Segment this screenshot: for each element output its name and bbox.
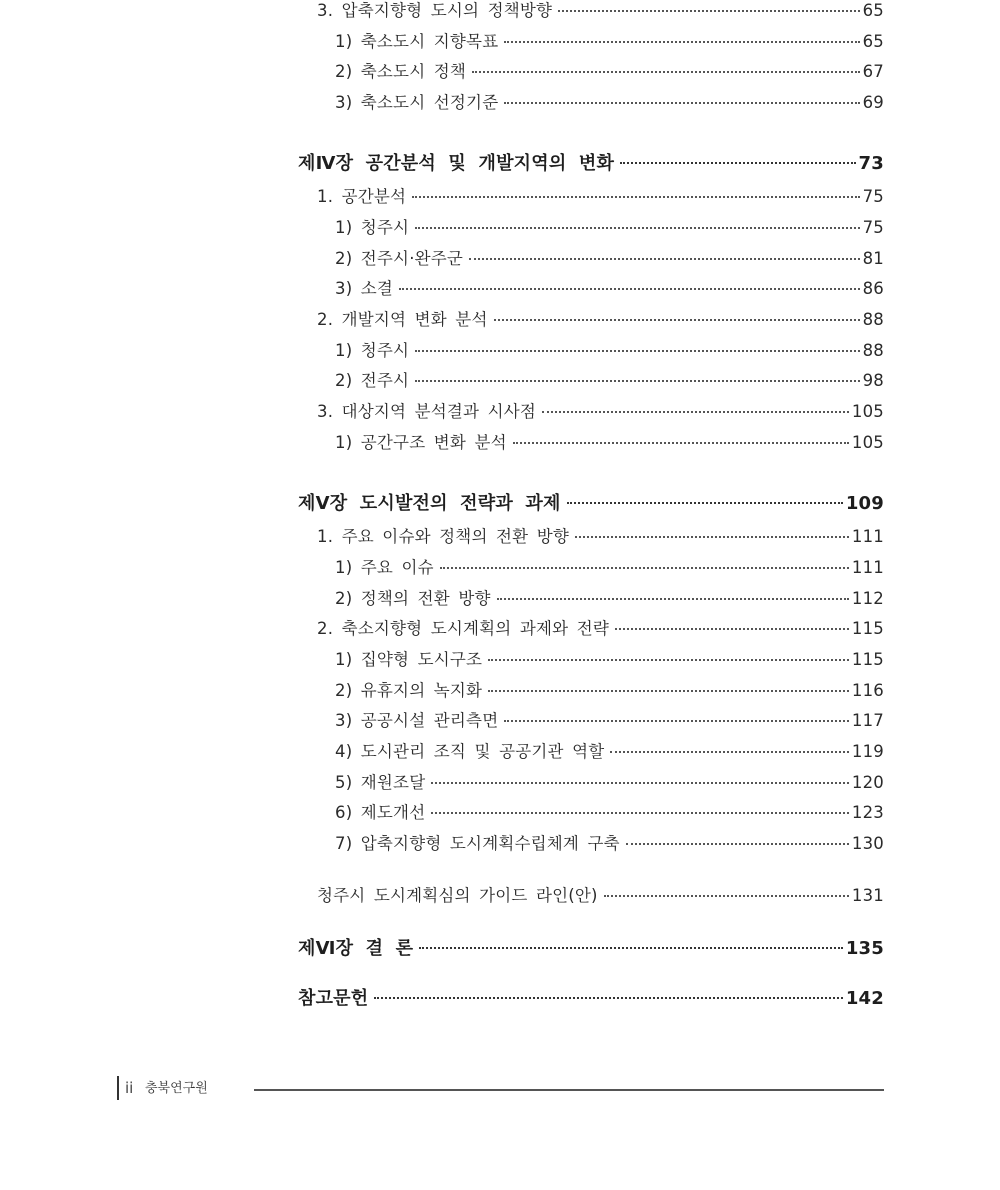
toc-entry-label: 2) 전주시·완주군	[335, 249, 464, 268]
toc-entry-page: 115	[851, 619, 884, 638]
footer-divider-bar	[117, 1076, 119, 1100]
toc-entry[interactable]	[335, 432, 884, 454]
toc-entry[interactable]	[335, 217, 884, 239]
toc-entry[interactable]	[335, 278, 884, 300]
dot-leader	[440, 567, 849, 569]
dot-leader	[620, 162, 855, 164]
toc-entry-page: 116	[851, 681, 884, 700]
toc-entry-label: 4) 도시관리 조직 및 공공기관 역할	[335, 742, 605, 761]
toc-entry[interactable]	[335, 680, 884, 702]
toc-entry[interactable]	[335, 61, 884, 83]
toc-entry-page: 117	[851, 711, 884, 730]
dot-leader	[604, 895, 849, 897]
toc-entry[interactable]	[335, 248, 884, 270]
dot-leader	[504, 41, 859, 43]
dot-leader	[610, 751, 849, 753]
toc-entry-page: 130	[851, 834, 884, 853]
toc-entry-page: 88	[862, 341, 884, 360]
toc-entry-page: 81	[862, 249, 884, 268]
dot-leader	[542, 411, 849, 413]
toc-entry-page: 111	[851, 527, 884, 546]
toc-entry-label: 청주시 도시계획심의 가이드 라인(안)	[317, 886, 598, 905]
chapter-label: 제Ⅴ장 도시발전의 전략과 과제	[298, 493, 561, 514]
toc-entry-label: 2) 유휴지의 녹지화	[335, 681, 483, 700]
toc-entry[interactable]	[335, 92, 884, 114]
dot-leader	[558, 10, 859, 12]
toc-entry-page: 111	[851, 558, 884, 577]
toc-entry-label: 1) 공간구조 변화 분석	[335, 433, 507, 452]
toc-entry-page: 75	[862, 187, 884, 206]
toc-entry-label: 1) 주요 이슈	[335, 558, 434, 577]
toc-entry[interactable]	[335, 772, 884, 794]
toc-entry-label: 6) 제도개선	[335, 803, 426, 822]
dot-leader	[504, 102, 859, 104]
toc-entry-label: 1) 청주시	[335, 218, 410, 237]
dot-leader	[469, 258, 860, 260]
footer-rule	[254, 1089, 884, 1091]
dot-leader	[575, 536, 849, 538]
dot-leader	[615, 628, 849, 630]
references-label: 참고문헌	[298, 988, 369, 1009]
toc-entry-label: 1) 집약형 도시구조	[335, 650, 483, 669]
toc-entry-label: 2) 정책의 전환 방향	[335, 589, 491, 608]
toc-entry[interactable]	[317, 618, 884, 640]
toc-entry-page: 120	[851, 773, 884, 792]
toc-entry-label: 2) 축소도시 정책	[335, 62, 467, 81]
toc-entry-page: 67	[862, 62, 884, 81]
toc-entry-label: 1) 청주시	[335, 341, 410, 360]
toc-entry-label: 3) 공공시설 관리측면	[335, 711, 499, 730]
toc-entry-label: 2) 전주시	[335, 371, 410, 390]
toc-chapter-6[interactable]	[298, 937, 884, 961]
dot-leader	[472, 71, 860, 73]
footer-organization: 충북연구원	[145, 1081, 208, 1096]
footer-page-number: ii	[125, 1079, 134, 1097]
chapter-page: 109	[845, 493, 884, 514]
toc-entry-label: 2. 축소지향형 도시계획의 과제와 전략	[317, 619, 610, 638]
toc-entry[interactable]	[335, 340, 884, 362]
toc-entry-label: 2. 개발지역 변화 분석	[317, 310, 488, 329]
dot-leader	[567, 502, 843, 504]
toc-entry-page: 115	[851, 650, 884, 669]
toc-entry[interactable]	[335, 710, 884, 732]
toc-entry[interactable]	[335, 833, 884, 855]
toc-entry[interactable]	[317, 526, 884, 548]
toc-entry[interactable]	[335, 370, 884, 392]
chapter-label: 제Ⅵ장 결 론	[298, 938, 414, 959]
toc-entry[interactable]	[335, 31, 884, 53]
toc-entry[interactable]	[335, 557, 884, 579]
toc-entry-page: 65	[862, 32, 884, 51]
toc-entry-label: 3. 압축지향형 도시의 정책방향	[317, 1, 553, 20]
toc-entry-page: 131	[851, 886, 884, 905]
toc-entry-page: 105	[851, 402, 884, 421]
dot-leader	[494, 319, 860, 321]
toc-chapter-4[interactable]	[298, 152, 884, 176]
toc-chapter-5[interactable]	[298, 492, 884, 516]
toc-entry-page: 75	[862, 218, 884, 237]
toc-entry-label: 1) 축소도시 지향목표	[335, 32, 499, 51]
dot-leader	[431, 812, 849, 814]
toc-entry-label: 1. 주요 이슈와 정책의 전환 방향	[317, 527, 570, 546]
dot-leader	[513, 442, 849, 444]
toc-entry[interactable]	[317, 0, 884, 22]
chapter-page: 73	[858, 153, 884, 174]
dot-leader	[419, 947, 843, 949]
dot-leader	[431, 782, 849, 784]
toc-entry-label: 1. 공간분석	[317, 187, 407, 206]
toc-entry[interactable]	[335, 588, 884, 610]
toc-entry-label: 3) 소결	[335, 279, 394, 298]
dot-leader	[412, 196, 859, 198]
toc-references[interactable]	[298, 987, 884, 1011]
dot-leader	[497, 598, 849, 600]
toc-entry[interactable]	[335, 649, 884, 671]
toc-entry-page: 98	[862, 371, 884, 390]
toc-entry-page: 86	[862, 279, 884, 298]
toc-entry-page: 123	[851, 803, 884, 822]
dot-leader	[488, 659, 849, 661]
toc-entry-page: 65	[862, 1, 884, 20]
dot-leader	[415, 227, 859, 229]
toc-entry[interactable]	[317, 186, 884, 208]
chapter-label: 제Ⅳ장 공간분석 및 개발지역의 변화	[298, 153, 615, 174]
dot-leader	[415, 350, 859, 352]
references-page: 142	[845, 988, 884, 1009]
toc-entry-page: 112	[851, 589, 884, 608]
dot-leader	[504, 720, 849, 722]
toc-entry-page: 88	[862, 310, 884, 329]
toc-entry[interactable]	[317, 401, 884, 423]
toc-entry[interactable]	[335, 741, 884, 763]
toc-entry[interactable]	[335, 802, 884, 824]
dot-leader	[415, 380, 859, 382]
toc-entry-label: 7) 압축지향형 도시계획수립체계 구축	[335, 834, 620, 853]
toc-entry-page: 119	[851, 742, 884, 761]
dot-leader	[488, 690, 849, 692]
toc-entry-label: 3. 대상지역 분석결과 시사점	[317, 402, 537, 421]
chapter-page: 135	[845, 938, 884, 959]
dot-leader	[626, 843, 849, 845]
toc-entry-page: 69	[862, 93, 884, 112]
toc-entry-label: 5) 재원조달	[335, 773, 426, 792]
toc-entry-page: 105	[851, 433, 884, 452]
dot-leader	[374, 997, 842, 999]
toc-entry-appendix[interactable]	[317, 885, 884, 907]
toc-entry[interactable]	[317, 309, 884, 331]
toc-entry-label: 3) 축소도시 선정기준	[335, 93, 499, 112]
dot-leader	[399, 288, 860, 290]
